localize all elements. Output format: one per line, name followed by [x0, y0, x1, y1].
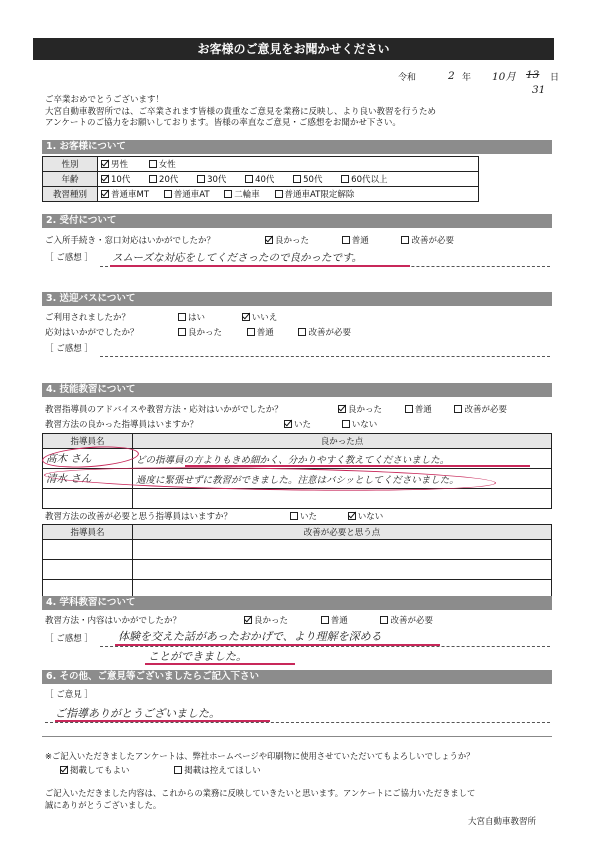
- comment-underline: [185, 465, 530, 467]
- day-unit: 日: [550, 73, 560, 83]
- consent-yes-checkbox[interactable]: [60, 766, 68, 774]
- type-option: 二輪車: [234, 190, 260, 200]
- comment-underline: [145, 663, 295, 665]
- reception-normal-checkbox[interactable]: [342, 236, 350, 244]
- option-label: 改善が必要: [411, 236, 454, 246]
- empty-cell: [43, 489, 133, 509]
- bus-no-checkbox[interactable]: [242, 313, 250, 321]
- age-option: 60代以上: [351, 175, 388, 185]
- age-20-checkbox[interactable]: [149, 175, 157, 183]
- thanks-line-1: ご記入いただきました内容は、これからの業務に反映していきたいと思います。アンケートにご協力いただきまして: [45, 788, 476, 798]
- academic-comment-label: ［ ご感想 ］: [45, 634, 93, 644]
- option-label: 掲載は控えてほしい: [184, 766, 261, 776]
- bus-normal-checkbox[interactable]: [247, 328, 255, 336]
- type-option: 普通車MT: [111, 190, 150, 200]
- intro-text: [45, 95, 555, 130]
- improve-instructor-present-checkbox[interactable]: [290, 512, 298, 520]
- type-option: 普通車AT: [173, 190, 210, 200]
- intro-line-3: アンケートのご協力をお願いしております。皆様の率直なご意見・ご感想をお聞かせ下さい。: [45, 118, 401, 128]
- option-label: 良かった: [348, 405, 383, 415]
- reception-improve-checkbox[interactable]: [401, 236, 409, 244]
- bus-q2-options: [178, 326, 351, 338]
- year-value: 2: [448, 70, 455, 82]
- school-name: 大宮自動車教習所: [468, 817, 537, 827]
- good-point: 過度に緊張せずに教習ができました。注意はバシッとしてくださいました。: [136, 474, 459, 486]
- bus-q1: ご利用されましたか？: [45, 313, 131, 323]
- empty-cell: [43, 560, 133, 580]
- male-label: 男性: [111, 160, 129, 170]
- month-value: 10月: [492, 71, 516, 83]
- age-30-checkbox[interactable]: [197, 175, 205, 183]
- option-label: 改善が必要: [464, 405, 507, 415]
- bus-improve-checkbox[interactable]: [298, 328, 306, 336]
- instructor-name: 清水 さん: [46, 473, 92, 485]
- age-label: 年齢: [43, 172, 98, 187]
- customer-table: [42, 156, 479, 202]
- option-label: いない: [351, 420, 378, 430]
- good-point: どの指導員の方よりもきめ細かく、分かりやすく教えてくださいました。: [136, 454, 450, 466]
- skill-q2: 教習方法の良かった指導員はいますか？: [45, 420, 199, 430]
- type-mt-checkbox[interactable]: [101, 190, 109, 198]
- day-struck: 13: [526, 69, 540, 81]
- section-bus-heading: 3. 送迎バスについて: [42, 292, 552, 306]
- option-label: 普通: [414, 405, 432, 415]
- day-value: 31: [532, 84, 546, 96]
- good-instructor-present-checkbox[interactable]: [284, 420, 292, 428]
- consent-no-checkbox[interactable]: [174, 766, 182, 774]
- academic-comment-2: ことができました。: [148, 650, 247, 663]
- bus-yes-checkbox[interactable]: [178, 313, 186, 321]
- reception-comment: スムーズな対応をしてくださったので良かったです。: [112, 252, 363, 264]
- skill-q1: 教習指導員のアドバイスや教習方法・応対はいかがでしたか？: [45, 405, 283, 415]
- reception-options: [265, 234, 454, 246]
- intro-line-2: 大宮自動車教習所では、ご卒業されます皆様の貴重なご意見を業務に反映し、より良い教習を行うため: [45, 106, 437, 117]
- academic-improve-checkbox[interactable]: [380, 616, 388, 624]
- col-instructor: 指導員名: [43, 525, 133, 540]
- option-label: いた: [294, 420, 312, 430]
- option-label: 掲載してもよい: [70, 766, 130, 776]
- option-label: 改善が必要: [390, 616, 433, 626]
- form-title: お客様のご意見をお聞かせください: [33, 38, 554, 60]
- empty-cell: [43, 540, 133, 560]
- age-cell: [98, 172, 479, 187]
- type-at-checkbox[interactable]: [164, 190, 172, 198]
- skill-q2-options: [284, 418, 377, 430]
- age-10-checkbox[interactable]: [101, 175, 109, 183]
- female-label: 女性: [158, 160, 176, 170]
- type-cell: [98, 187, 479, 202]
- option-label: いいえ: [251, 313, 278, 323]
- comment-line: [100, 646, 550, 647]
- option-label: 改善が必要: [308, 328, 351, 338]
- option-label: 良かった: [275, 236, 310, 246]
- skill-good-checkbox[interactable]: [338, 405, 346, 413]
- consent-question: ※ご記入いただきましたアンケートは、弊社ホームページや印刷物に使用させていただいてもよろしいでしょうか？: [45, 751, 475, 761]
- gender-label: 性別: [43, 157, 98, 172]
- option-label: 良かった: [254, 616, 289, 626]
- col-improve-point: 改善が必要と思う点: [133, 525, 552, 540]
- improve-instructor-absent-checkbox[interactable]: [348, 512, 356, 520]
- option-label: 普通: [351, 236, 369, 246]
- option-label: 普通: [330, 616, 348, 626]
- type-label: 教習種別: [43, 187, 98, 202]
- type-at-lift-checkbox[interactable]: [275, 190, 283, 198]
- era: 令和: [398, 73, 417, 83]
- bus-good-checkbox[interactable]: [178, 328, 186, 336]
- empty-cell: [133, 489, 552, 509]
- section-academic-heading: 4. 学科教習について: [42, 596, 552, 610]
- comment-line: [100, 356, 550, 357]
- col-instructor: 指導員名: [43, 434, 133, 449]
- age-option: 40代: [255, 175, 275, 185]
- academic-options: [244, 614, 433, 626]
- academic-normal-checkbox[interactable]: [321, 616, 329, 624]
- section-other-heading: 6. その他、ご意見等ございましたらご記入下さい: [42, 670, 552, 684]
- bus-comment-label: ［ ご感想 ］: [45, 344, 93, 354]
- reception-question: ご入所手続き・窓口対応はいかがでしたか？: [45, 236, 216, 246]
- option-label: 普通: [256, 328, 274, 338]
- section-customer-heading: 1. お客様について: [42, 140, 552, 154]
- academic-question: 教習方法・内容はいかがでしたか？: [45, 616, 182, 626]
- option-label: 良かった: [188, 328, 223, 338]
- academic-good-checkbox[interactable]: [244, 616, 252, 624]
- thanks-line-2: 誠にありがとうございました。: [45, 800, 162, 810]
- type-option: 普通車AT限定解除: [284, 190, 355, 200]
- type-bike-checkbox[interactable]: [224, 190, 232, 198]
- option-label: いない: [357, 512, 384, 522]
- skill-q3: 教習方法の改善が必要と思う指導員はいますか？: [45, 512, 233, 522]
- age-60-checkbox[interactable]: [341, 175, 349, 183]
- skill-q1-options: [338, 403, 507, 415]
- option-label: はい: [188, 313, 206, 323]
- other-comment-label: ［ ご意見 ］: [45, 690, 93, 700]
- col-good-point: 良かった点: [133, 434, 552, 449]
- other-comment: ご指導ありがとうございました。: [55, 707, 220, 720]
- bus-q2: 応対はいかがでしたか？: [45, 328, 139, 338]
- skill-normal-checkbox[interactable]: [405, 405, 413, 413]
- age-50-checkbox[interactable]: [293, 175, 301, 183]
- age-option: 50代: [303, 175, 323, 185]
- section-skill-heading: 4. 技能教習について: [42, 383, 552, 397]
- gender-cell: [98, 157, 479, 172]
- good-instructor-absent-checkbox[interactable]: [342, 420, 350, 428]
- female-checkbox[interactable]: [149, 160, 157, 168]
- age-option: 30代: [207, 175, 227, 185]
- skill-improve-checkbox[interactable]: [454, 405, 462, 413]
- section-reception-heading: 2. 受付について: [42, 214, 552, 228]
- age-option: 20代: [159, 175, 179, 185]
- option-label: いた: [300, 512, 318, 522]
- bus-q1-options: [178, 311, 277, 323]
- age-option: 10代: [111, 175, 131, 185]
- male-checkbox[interactable]: [101, 160, 109, 168]
- instructor-name: 高木 さん: [46, 453, 92, 465]
- age-40-checkbox[interactable]: [245, 175, 253, 183]
- comment-line: [45, 722, 550, 723]
- intro-line-1: ご卒業おめでとうございます！: [45, 95, 165, 105]
- empty-cell: [133, 560, 552, 580]
- skill-q3-options: [290, 510, 383, 522]
- academic-comment-1: 体験を交えた話があったおかげで、より理解を深める: [118, 630, 382, 643]
- reception-good-checkbox[interactable]: [265, 236, 273, 244]
- empty-cell: [133, 540, 552, 560]
- divider: [42, 736, 552, 737]
- improve-instructor-table: [42, 524, 552, 600]
- year-unit: 年: [462, 73, 472, 83]
- comment-underline: [110, 265, 410, 267]
- consent-options: [60, 764, 261, 776]
- reception-comment-label: ［ ご感想 ］: [45, 253, 93, 263]
